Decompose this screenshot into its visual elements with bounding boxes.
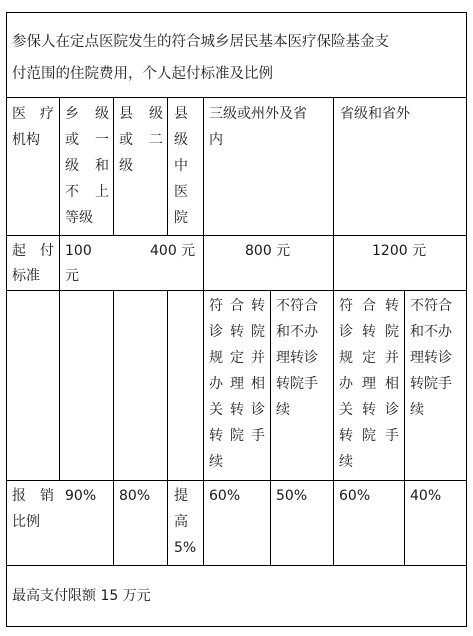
- border-bottom: [6, 626, 467, 627]
- reimbursement-provincial-compliant: 60%: [339, 488, 371, 504]
- title-line-1: 参保人在定点医院发生的符合城乡居民基本医疗保险基金支: [12, 34, 389, 50]
- col-line-7: [404, 290, 405, 565]
- rule-referral-bottom: [6, 480, 467, 481]
- insurance-table-page: 参保人在定点医院发生的符合城乡居民基本医疗保险基金支 付范围的住院费用，个人起付标准及比例 医 疗 机构 乡 级 或 一 级 和 不 上 等级 县 级 或 二 级 县 级 中 医 院 三级或州外及省 内 省级和省外 起 付 标准 100 元 400 元 800 元 1200 元 符 合 转 诊 转 院 规定并 办 理 相 关 转 诊 转 院 手 续 不符合 和不办 理转诊 转院手 续 符 合 转 诊 转 院 规 定 并 办 理 相 关 转 诊 转 院 手 续 不符合 和不办 理转诊 转院手 续 报 销 比例 90% 80% 提 高 5% 60% 50% 60% 40% 最高支付限额 15 万元: [0, 0, 473, 636]
- col-line-6: [333, 97, 334, 565]
- rule-reimbursement-bottom: [6, 565, 467, 566]
- col-line-1: [59, 97, 60, 481]
- payment-cap-note: 最高支付限额 15 万元: [12, 588, 151, 604]
- col-line-4: [203, 97, 204, 565]
- border-top: [6, 12, 467, 13]
- rule-deductible-bottom: [6, 290, 467, 291]
- title-line-2: 付范围的住院费用，个人起付标准及比例: [12, 66, 273, 82]
- reimbursement-provincial-noncompliant: 40%: [410, 488, 442, 504]
- reimbursement-tier3-noncompliant: 50%: [276, 488, 308, 504]
- border-right: [466, 12, 467, 627]
- border-left: [6, 12, 7, 627]
- reimbursement-tier3-compliant: 60%: [209, 488, 241, 504]
- deductible-county: 400 元: [150, 243, 196, 259]
- col-line-5: [270, 290, 271, 565]
- col-line-2-header: [113, 97, 114, 236]
- deductible-provincial: 1200 元: [372, 243, 427, 259]
- deductible-tier3: 800 元: [245, 243, 291, 259]
- reimbursement-township: 90%: [65, 488, 97, 504]
- rule-header-bottom: [6, 235, 467, 236]
- col-line-3-lower: [167, 290, 168, 565]
- col-line-3-header: [167, 97, 168, 236]
- reimbursement-county: 80%: [119, 488, 151, 504]
- rule-title-bottom: [6, 97, 467, 98]
- col-line-2-lower: [113, 290, 114, 565]
- header-provincial: 省级和省外: [340, 106, 410, 122]
